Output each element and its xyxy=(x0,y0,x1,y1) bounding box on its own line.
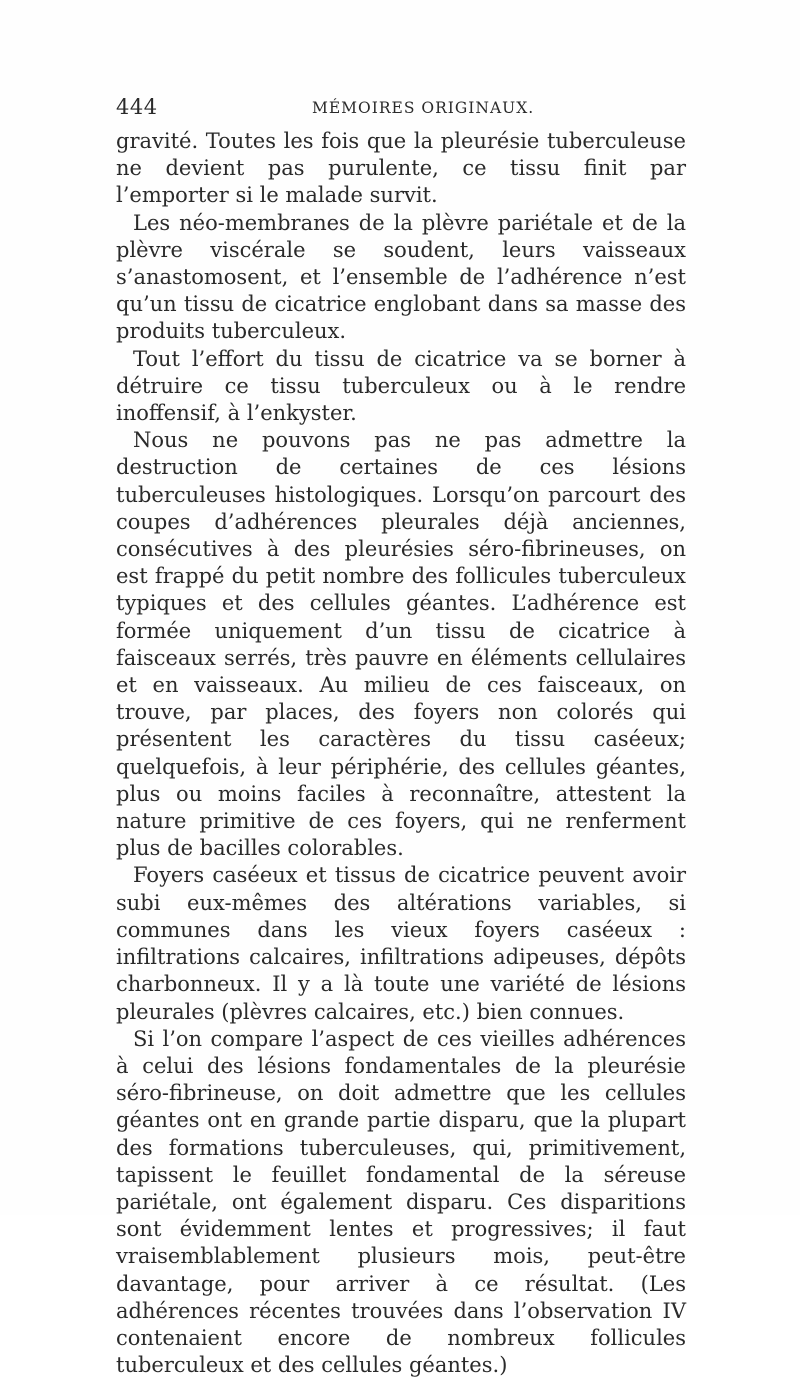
paragraph: Si l’on compare l’aspect de ces vieilles adhérences à celui des lésions fondamentales de la pleurésie séro-fibrineuse, on doit admettre que les cellules géantes ont en grande partie disparu, que la plupart des formations tuberculeuses, qui, primitivement, tapissent le feuillet fondamental de la séreuse pariétale, ont également disparu. Ces disparitions sont évidemment lentes et progressives; il faut vraisemblablement plusieurs mois, peut-être davantage, pour arriver à ce résultat. (Les adhérences récentes trouvées dans l’observation IV contenaient encore de nombreux follicules tuberculeux et des cellules géantes.) xyxy=(116,1026,686,1378)
paragraph: Les néo-membranes de la plèvre pariétale et de la plèvre viscérale se soudent, leurs vaisseaux s’anastomosent, et l’ensemble de l’adhérence n’est qu’un tissu de cicatrice englobant dans sa masse des produits tuberculeux. xyxy=(116,210,686,344)
running-title: MÉMOIRES ORIGINAUX. xyxy=(312,99,535,117)
paragraph: Tout l’effort du tissu de cicatrice va se borner à détruire ce tissu tuberculeux ou à le rendre inoffensif, à l’enkyster. xyxy=(116,346,686,426)
page-header xyxy=(116,95,696,125)
paragraph: Foyers caséeux et tissus de cicatrice peuvent avoir subi eux-mêmes des altérations variables, si communes dans les vieux foyers caséeux : infiltrations calcaires, infiltrations adipeuses, dépôts charbonneux. Il y a là toute une variété de lésions pleurales (plèvres calcaires, etc.) bien connues. xyxy=(116,863,686,1024)
page-number: 444 xyxy=(116,95,158,119)
paragraph: gravité. Toutes les fois que la pleurésie tuberculeuse ne devient pas purulente, ce tissu finit par l’emporter si le malade survit. xyxy=(116,129,686,208)
paragraph: Nous ne pouvons pas ne pas admettre la destruction de certaines de ces lésions tuberculeuses histologiques. Lorsqu’on parcourt des coupes d’adhérences pleurales déjà anciennes, consécutives à des pleurésies séro-fibrineuses, on est frappé du petit nombre des follicules tuberculeux typiques et des cellules géantes. L’adhérence est formée uniquement d’un tissu de cicatrice à faisceaux serrés, très pauvre en éléments cellulaires et en vaisseaux. Au milieu de ces faisceaux, on trouve, par places, des foyers non colorés qui présentent les caractères du tissu caséeux; quelquefois, à leur périphérie, des cellules géantes, plus ou moins faciles à reconnaître, attestent la nature primitive de ces foyers, qui ne renferment plus de bacilles colorables. xyxy=(116,428,686,861)
body-text xyxy=(116,128,686,1379)
